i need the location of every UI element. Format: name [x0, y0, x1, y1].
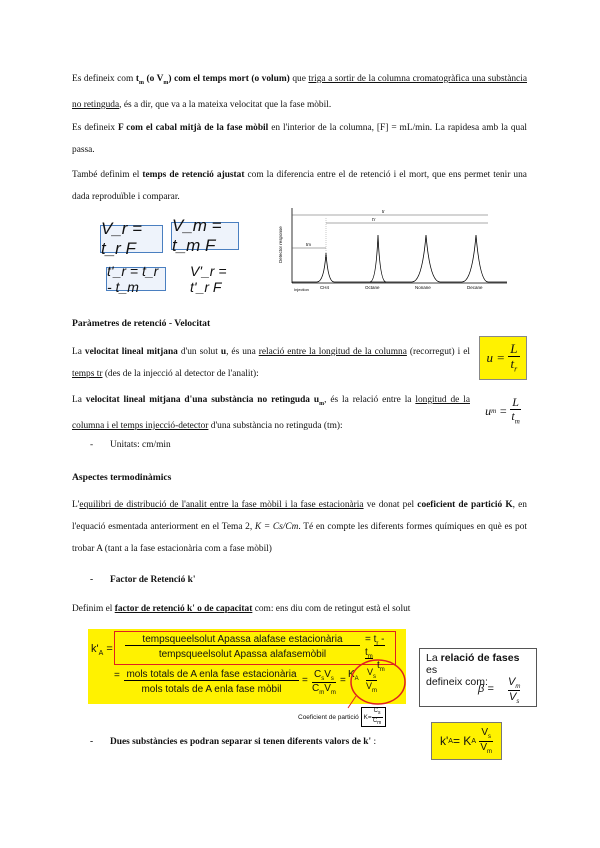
- retention-factor-box: $k'_A$ = tempsqueelsolut Apassa alafase estacionària tempsqueelsolut Apassa alafasemòbil = $t_r - t_m$ $t_m$ = mols totals de A enla fase estacionària mols totals de A enla fase mòbil = $C_sV_s$ $C_mV_m$ = $K_A$ $V_s$ $V_m$: [88, 629, 406, 704]
- label-tr: tr: [382, 209, 385, 214]
- bullet-retention-factor: - Factor de Retenció k': [90, 575, 196, 585]
- separation-formula-box: k' A = K A $\frac{V_s}{V_m}$: [431, 722, 502, 760]
- peak-label-decane: Decane: [467, 285, 483, 290]
- chromatogram-ylabel: Detector response: [278, 226, 283, 263]
- heading-retention-params: Paràmetres de retenció - Velocitat: [72, 318, 211, 329]
- paragraph-linear-velocity: La velocitat lineal mitjana d'un solut u, és una relació entre la longitud de la columna (recorregut) i el temps tr (des de la injecció al detector de l'analit):: [72, 347, 471, 379]
- chromatogram: [262, 203, 512, 297]
- k-concentration-volume: $C_sV_s$ $C_mV_m$: [312, 669, 336, 696]
- k-mols-numerator: mols totals de A enla fase estacionària: [124, 669, 299, 681]
- highlight-circle: [340, 656, 420, 711]
- phase-ratio-text-1: La relació de fases es: [426, 652, 520, 676]
- formula-vm: V_m = t_m F: [171, 222, 239, 250]
- k-partition-term: $K_A$: [348, 669, 359, 682]
- formula-tr-adjusted: t'_r = t_r - t_m: [106, 267, 166, 291]
- peak-label-octane: Octane: [365, 285, 380, 290]
- paragraph-partition-coefficient: L'equilibri de distribució de l'analit entre la fase mòbil i la fase estacionària ve donat pel coeficient de partició K, en l'equació esmentada anteriorment en el Tema 2, K = Cs/Cm. Té en compte les diferents formes químiques en què es pot trobar A (tant a la fase estacionària com a fase mòbil): [72, 500, 527, 554]
- label-tr-prime: t'r: [372, 217, 376, 222]
- peak-label-nonane: Nonane: [415, 285, 431, 290]
- k-time-denominator: tempsqueelsolut Apassa alafasemòbil: [158, 649, 327, 660]
- paragraph-linear-velocity-unretained: La velocitat lineal mitjana d'una substància no retinguda $u_m$, és la relació entre la longitud de la columna i el temps injecció-detector d'una substància no retinguda (tm):: [72, 395, 470, 431]
- chromatogram-trace: [292, 235, 507, 282]
- k-phase-volumes: $V_s$ $V_m$: [366, 667, 378, 694]
- k-time-rhs: = $t_r - t_m$ $t_m$: [365, 634, 385, 673]
- partition-note: Coeficient de partició K= $\frac{C_s}{C_m}$: [298, 707, 386, 727]
- chromatogram-injection: Injection: [294, 287, 309, 292]
- formula-vr: V_r = t_r F: [100, 225, 163, 253]
- paragraph-flow-rate: Es defineix F com el cabal mitjà de la fase mòbil en l'interior de la columna, [F] = mL/min. La rapidesa amb la qual passa.: [72, 123, 527, 155]
- formula-u-box: u = $\frac{L}{t_r}$: [479, 336, 527, 380]
- bullet-separation: - Dues substàncies es podran separar si tenen diferents valors de k' :: [90, 737, 377, 747]
- k-label: $k'_A$ =: [91, 643, 113, 658]
- paragraph-adjusted-time: També definim el temps de retenció ajustat com la diferencia entre el de retenció i el mort, que ens permet tenir una dada reproduïble i comparar.: [72, 170, 527, 202]
- formula-um: u m = $\frac{L}{t_m}$: [485, 394, 520, 426]
- heading-thermodynamics: Aspectes termodinàmics: [72, 472, 172, 483]
- phase-ratio-box: [419, 648, 537, 707]
- k-mols-denominator: mols totals de A enla fase mòbil: [141, 684, 282, 695]
- k-time-numerator: tempsqueelsolut Apassa alafase estacionària: [125, 634, 360, 646]
- paragraph-retention-factor: Definim el factor de retenció k' o de capacitat com: ens diu com de retingut està el solut: [72, 604, 411, 614]
- phase-ratio-formula: β = $V_m$ $V_s$: [478, 676, 521, 706]
- paragraph-dead-time: Es defineix com $t_m$ (o $V_m$) com el temps mort (o volum) que triga a sortir de la columna cromatogràfica una substància no retinguda, és a dir, que va a la mateixa velocitat que la fase mòbil.: [72, 74, 527, 110]
- formula-vr-adjusted: V'_r = t'_r F: [190, 263, 227, 295]
- phase-ratio-text-2: defineix com:: [426, 676, 488, 688]
- label-tm: tm: [306, 242, 311, 247]
- chromatogram-peak-nonane: [370, 235, 386, 282]
- bullet-units: - Unitats: cm/min: [90, 440, 171, 450]
- peak-label-ch4: CH4: [320, 285, 330, 290]
